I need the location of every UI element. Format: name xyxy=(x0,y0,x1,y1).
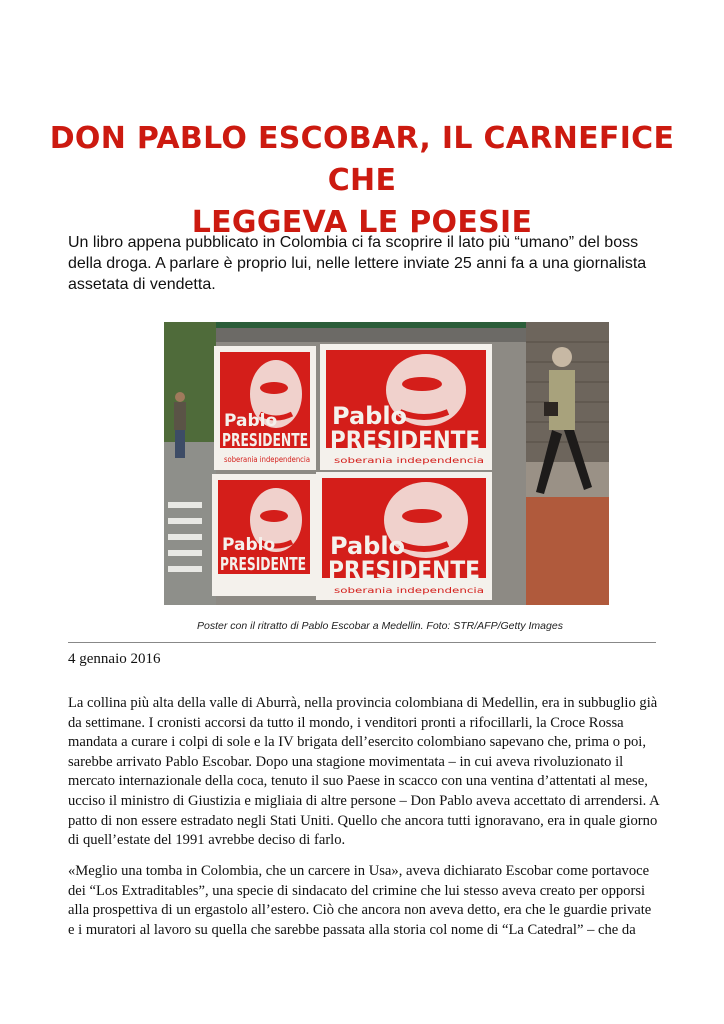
poster-word2-c: PRESIDENTE xyxy=(220,554,306,575)
photo-caption: Poster con il ritratto di Pablo Escobar a Medellin. Foto: STR/AFP/Getty Images xyxy=(197,620,563,632)
photo-illustration xyxy=(164,322,609,605)
poster-word1-a: Pablo xyxy=(224,411,278,431)
poster-tagline-b: soberania independencia xyxy=(334,456,485,465)
poster-word1-b: Pablo xyxy=(332,402,408,430)
poster-tagline-a: soberania independencia xyxy=(224,455,311,464)
poster-word2-d: PRESIDENTE xyxy=(328,556,480,584)
paragraph-1: La collina più alta della valle di Aburrà, nella provincia colombiana di Medellin, era in subbuglio già da settimane. I cronisti accorsi da tutto il mondo, i venditori pronti a rifocillarli, la Croce Rossa mandata a curare i colpi di sole e la IV brigata dell’esercito colombiano sapevano che, prima o poi, sarebbe arrivato Pablo Escobar. Dopo una stagione movimentata – in cui aveva rivoluzionato il mercato internazionale della coca, tenuto il suo Paese in scacco con una ventina d’attentati al mese, ucciso il ministro di Giustizia e migliaia di altre persone – Don Pablo aveva accettato di arrendersi. A patto di non essere estradato negli Stati Uniti. Quello che ancora tutti ignoravano, era in quale giorno di quell’estate del 1991 avrebbe deciso di farlo. xyxy=(68,695,659,849)
poster-word1-c: Pablo xyxy=(222,535,276,555)
divider xyxy=(68,642,656,643)
poster-word1-d: Pablo xyxy=(330,532,406,560)
article-date: 4 gennaio 2016 xyxy=(68,651,161,667)
article-lead: Un libro appena pubblicato in Colombia ci fa scoprire il lato più “umano” del boss della droga. A parlare è proprio lui, nelle lettere inviate 25 anni fa a una giornalista assetata di vendetta. xyxy=(68,234,647,293)
title-line-2: LEGGEVA LE POESIE xyxy=(191,205,533,240)
poster-tagline-d: soberania independencia xyxy=(334,586,485,595)
poster-word2-a: PRESIDENTE xyxy=(222,430,308,451)
article-title xyxy=(40,118,684,244)
paragraph-2: «Meglio una tomba in Colombia, che un carcere in Usa», aveva dichiarato Escobar come portavoce dei “Los Extraditables”, una specie di sindacato del crimine che lui stesso aveva creato per opporsi alla prospettiva di un ergastolo all’estero. Ciò che ancora non aveva detto, era che le guardie private e i muratori al lavoro su quella che sarebbe passata alla storia col nome di “La Catedral” – che da xyxy=(68,863,652,938)
article-photo xyxy=(164,322,609,605)
poster-word2-b: PRESIDENTE xyxy=(330,426,480,454)
title-line-1: DON PABLO ESCOBAR, IL CARNEFICE CHE xyxy=(49,121,675,198)
